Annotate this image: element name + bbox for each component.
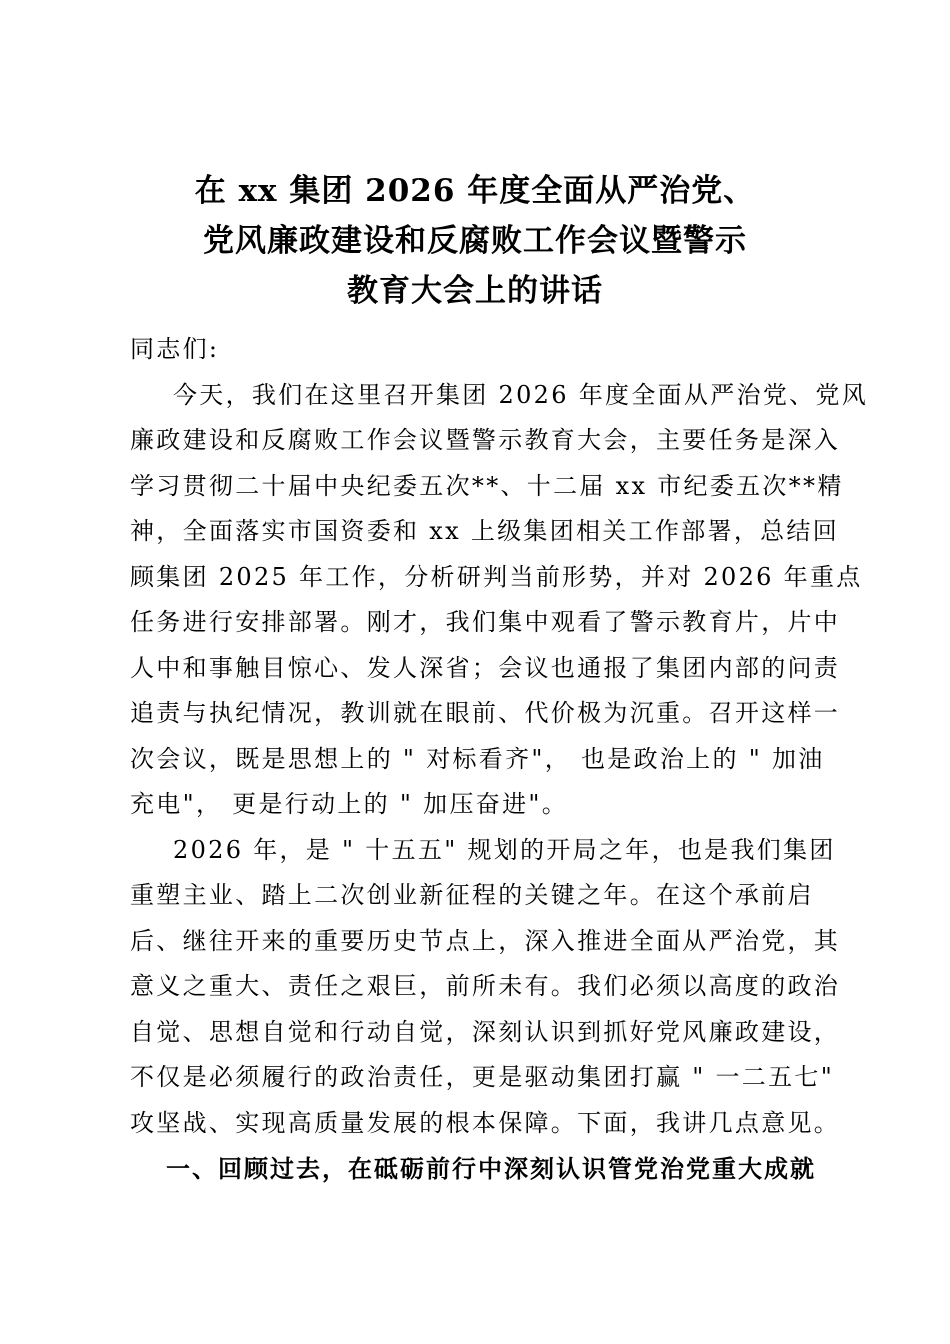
- text-line: 神，全面落实市国资委和 xx 上级集团相关工作部署，总结回: [130, 517, 840, 545]
- title-line: 在 xx 集团 2026 年度全面从严治党、: [194, 173, 756, 209]
- document-body: [130, 327, 869, 1192]
- title-line: 党风廉政建设和反腐败工作会议暨警示: [203, 223, 747, 259]
- section-heading: 一、回顾过去，在砥砺前行中深刻认识管党治党重大成就: [166, 1154, 816, 1183]
- paragraph-2: [130, 828, 841, 1147]
- text-line: 今天，我们在这里召开集团 2026 年度全面从严治党、党风: [173, 380, 869, 409]
- text-line: 充电"， 更是行动上的 " 加压奋进"。: [130, 790, 569, 818]
- document-title: [0, 166, 950, 316]
- text-line: 后、继往开来的重要历史节点上，深入推进全面从严治党，其: [130, 926, 841, 955]
- text-line: 意义之重大、责任之艰巨，前所未有。我们必须以高度的政治: [130, 972, 841, 1000]
- text-line: 自觉、思想自觉和行动自觉，深刻认识到抓好党风廉政建设，: [130, 1017, 841, 1046]
- text-line: 任务进行安排部署。刚才，我们集中观看了警示教育片，片中: [130, 608, 841, 636]
- paragraph-1: [130, 373, 869, 828]
- salutation: 同志们:: [130, 335, 220, 363]
- text-line: 廉政建设和反腐败工作会议暨警示教育大会，主要任务是深入: [130, 426, 841, 454]
- text-line: 攻坚战、实现高质量发展的根本保障。下面，我讲几点意见。: [130, 1108, 841, 1137]
- text-line: 顾集团 2025 年工作，分析研判当前形势，并对 2026 年重点: [130, 562, 863, 591]
- text-line: 不仅是必须履行的政治责任，更是驱动集团打赢 " 一二五七": [130, 1063, 835, 1091]
- text-line: 追责与执纪情况，教训就在眼前、代价极为沉重。召开这样一: [130, 699, 841, 727]
- text-line: 2026 年，是 " 十五五" 规划的开局之年，也是我们集团: [173, 835, 836, 864]
- title-line: 教育大会上的讲话: [347, 273, 603, 309]
- text-line: 次会议，既是思想上的 " 对标看齐"， 也是政治上的 " 加油: [130, 744, 825, 773]
- text-line: 人中和事触目惊心、发人深省；会议也通报了集团内部的问责: [130, 653, 841, 682]
- text-line: 学习贯彻二十届中央纪委五次**、十二届 xx 市纪委五次**精: [130, 471, 844, 500]
- text-line: 重塑主业、踏上二次创业新征程的关键之年。在这个承前启: [130, 881, 814, 909]
